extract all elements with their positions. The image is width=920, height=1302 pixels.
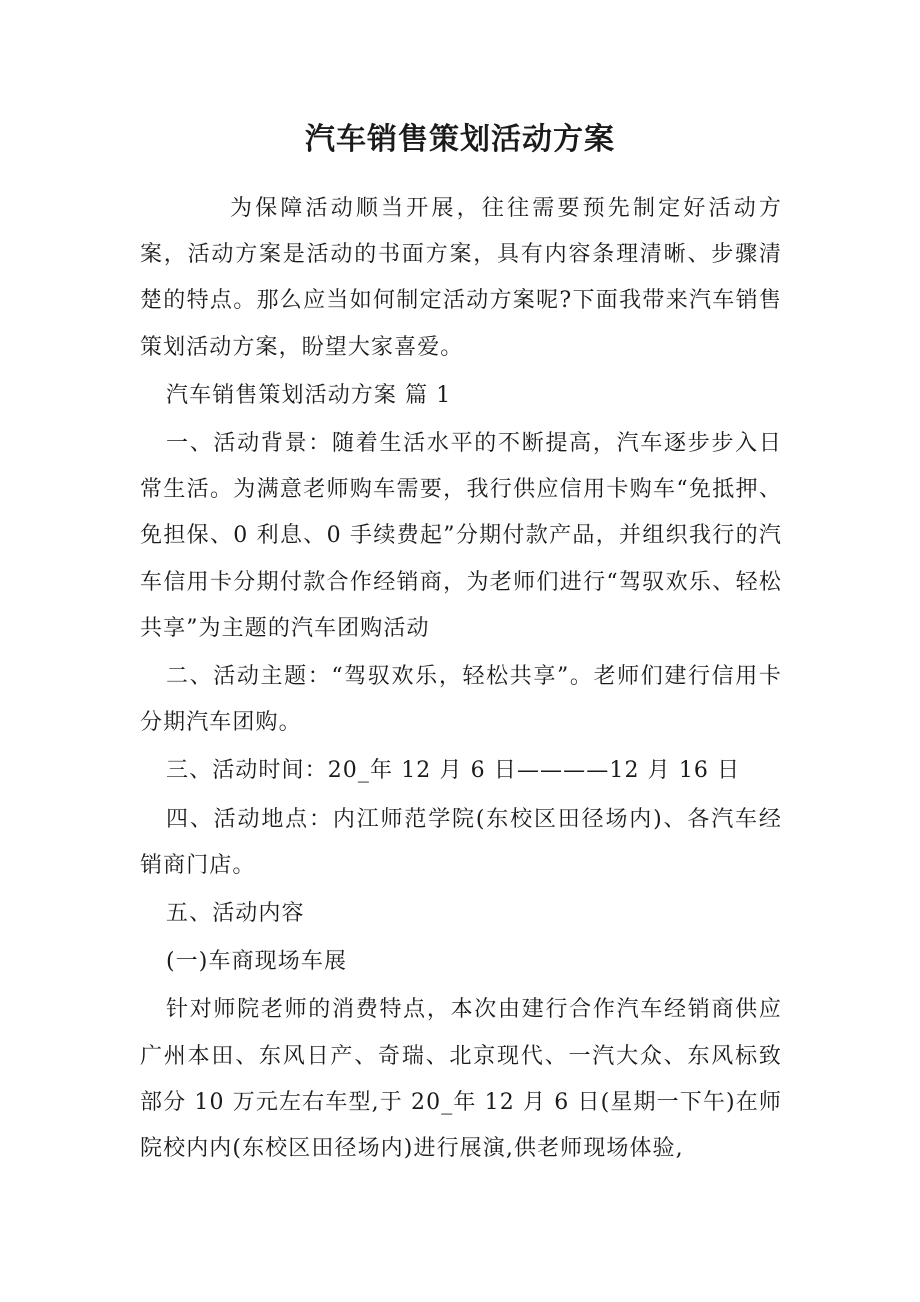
document-title: 汽车销售策划活动方案 <box>305 122 615 157</box>
paragraph-car-show: 针对师院老师的消费特点，本次由建行合作汽车经销商供应广州本田、东风日产、奇瑞、北京现代、一汽大众、东风标致部分 10 万元左右车型,于 20_年 12 月 6 日(星期一下午)在师院校内内(东校区田径场内)进行展演,供老师现场体验, <box>140 997 782 1162</box>
paragraph-subheading: (一)车商现场车展 <box>166 949 348 975</box>
document-body <box>140 186 782 1172</box>
paragraph-theme: 二、活动主题：“驾驭欢乐，轻松共享”。老师们建行信用卡分期汽车团购。 <box>140 664 782 736</box>
paragraph-location: 四、活动地点：内江师范学院(东校区田径场内)、各汽车经销商门店。 <box>140 806 782 878</box>
paragraph-background: 一、活动背景：随着生活水平的不断提高，汽车逐步步入日常生活。为满意老师购车需要，我行供应信用卡购车“免抵押、免担保、0 利息、0 手续费起”分期付款产品，并组织我行的汽车信用卡分期付款合作经销商，为老师们进行“驾驭欢乐、轻松共享”为主题的汽车团购活动 <box>140 431 782 641</box>
paragraph-content-heading: 五、活动内容 <box>166 901 305 927</box>
section-heading: 汽车销售策划活动方案 篇 1 <box>166 382 452 408</box>
intro-paragraph: 为保障活动顺当开展，往往需要预先制定好活动方案，活动方案是活动的书面方案，具有内容条理清晰、步骤清楚的特点。那么应当如何制定活动方案呢?下面我带来汽车销售策划活动方案，盼望大家喜爱。 <box>140 196 782 360</box>
paragraph-time: 三、活动时间：20_年 12 月 6 日————12 月 16 日 <box>166 758 741 784</box>
